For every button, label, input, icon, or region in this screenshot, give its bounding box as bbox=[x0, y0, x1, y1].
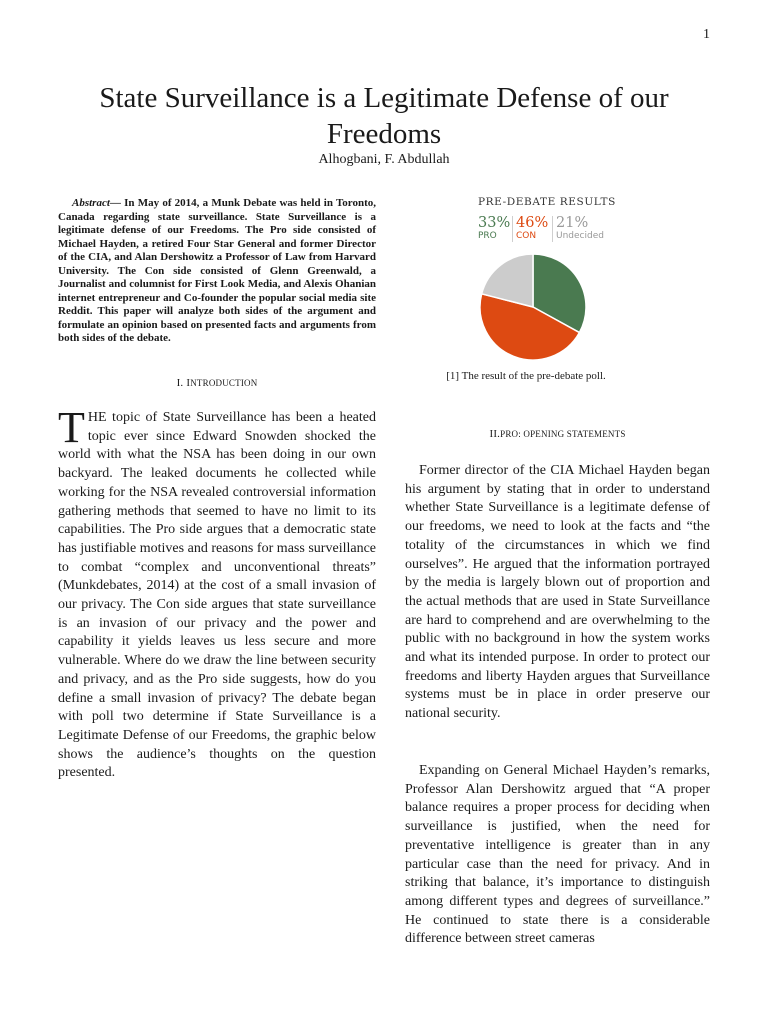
authors: Alhogbani, F. Abdullah bbox=[318, 152, 450, 167]
section-heading-rest: NTRODUCTION bbox=[190, 378, 258, 388]
pro-paragraph-2: Expanding on General Michael Hayden’s remarks, Professor Alan Dershowitz argued that “A proper balance requires a proper process for deciding when surveillance is justified, when the need for preventative intelligence is greater than in any particular case than the need for privacy. And in striking that balance, it’s importance to distinguish among different types and degrees of surveillance.” He continued to state there is a considerable difference between street cameras bbox=[405, 763, 710, 947]
section-numeral: I. bbox=[176, 377, 184, 389]
page-number: 1 bbox=[703, 27, 710, 42]
legend-divider bbox=[512, 216, 513, 242]
abstract-text: In May of 2014, a Munk Debate was held in Toronto, Canada regarding state surveillance. State Surveillance is a legitimate defense of our Freedoms. The Pro side consisted of Michael Hayden, a retired Four Star General and former Director of the CIA, and Alan Dershowitz a Professor of Law from Harvard University. The Con side consisted of Glenn Greenwald, a Journalist and columnist for First Look Media, and Alexis Ohanian internet entrepreneur and Co-founder the popular social media site Reddit. This paper will analyze both sides of the argument and formulate an opinion based on presented facts and arguments from both sides of the debate. bbox=[58, 197, 377, 345]
paper-title: State Surveillance is a Legitimate Defense of our Freedoms bbox=[99, 82, 669, 150]
section-heading-introduction bbox=[58, 377, 376, 389]
chart-label-pro: PRO bbox=[478, 231, 497, 241]
pie-chart bbox=[478, 252, 588, 362]
chart-label-con: CON bbox=[516, 231, 537, 241]
introduction-text: HE topic of State Surveillance has been a heated topic ever since Edward Snowden shocked the world with what the NSA has been doing in our own backyard. The leaked documents he collected while working for the NSA revealed controversial information gathering methods that seemed to have no limit to its capabilities. The Pro side argues that a democratic state has justifiable motives and reasons for mass surveillance to combat “complex and unconventional threats” (Munkdebates, 2014) at the cost of a small invasion of our privacy. The Con side argues that state surveillance is an invasion of our privacy and the power and capability it yields leaves us less secure and more vulnerable. Where do we draw the line between security and privacy, and as the Pro side suggests, how do you define a small invasion of privacy? The debate began with poll two determine if State Surveillance is a Legitimate Defense of our Freedoms, the graphic below shows the audience’s thoughts on the question presented. bbox=[58, 410, 376, 781]
figure-caption: [1] The result of the pre-debate poll. bbox=[446, 370, 606, 382]
chart-value-con: 46% bbox=[516, 215, 549, 231]
abstract-label: Abstract bbox=[72, 197, 110, 209]
chart-value-undecided: 21% bbox=[556, 215, 589, 231]
section-heading-first-letter: I bbox=[186, 377, 191, 389]
introduction-body bbox=[58, 403, 376, 783]
pro-paragraph-1: Former director of the CIA Michael Hayden began his argument by stating that in order to understand whether State Surveillance is a legitimate defense of our freedoms, we need to look at the facts and “the totality of the circumstances in which we find ourselves”. He argued that the information portrayed by the media is largely blown out of proportion and the actual methods that are used in State Surveillance are hard to comprehend and are overwhelming to the public with no background in how the system works and what its intended purpose. In order to protect our freedoms and liberty Hayden argues that Surveillance systems must be in place in order preserve our national security. bbox=[405, 463, 710, 722]
chart-value-pro: 33% bbox=[478, 215, 511, 231]
chart-title: PRE-DEBATE RESULTS bbox=[478, 196, 616, 208]
abstract bbox=[58, 197, 376, 346]
drop-cap: T bbox=[58, 403, 85, 452]
section-numeral: II. bbox=[489, 428, 501, 440]
section-heading-text: PRO: OPENING STATEMENTS bbox=[500, 429, 626, 439]
chart-label-undecided: Undecided bbox=[556, 231, 604, 241]
legend-divider bbox=[552, 216, 553, 242]
section-heading-pro bbox=[405, 428, 710, 440]
abstract-separator: — bbox=[109, 197, 125, 209]
